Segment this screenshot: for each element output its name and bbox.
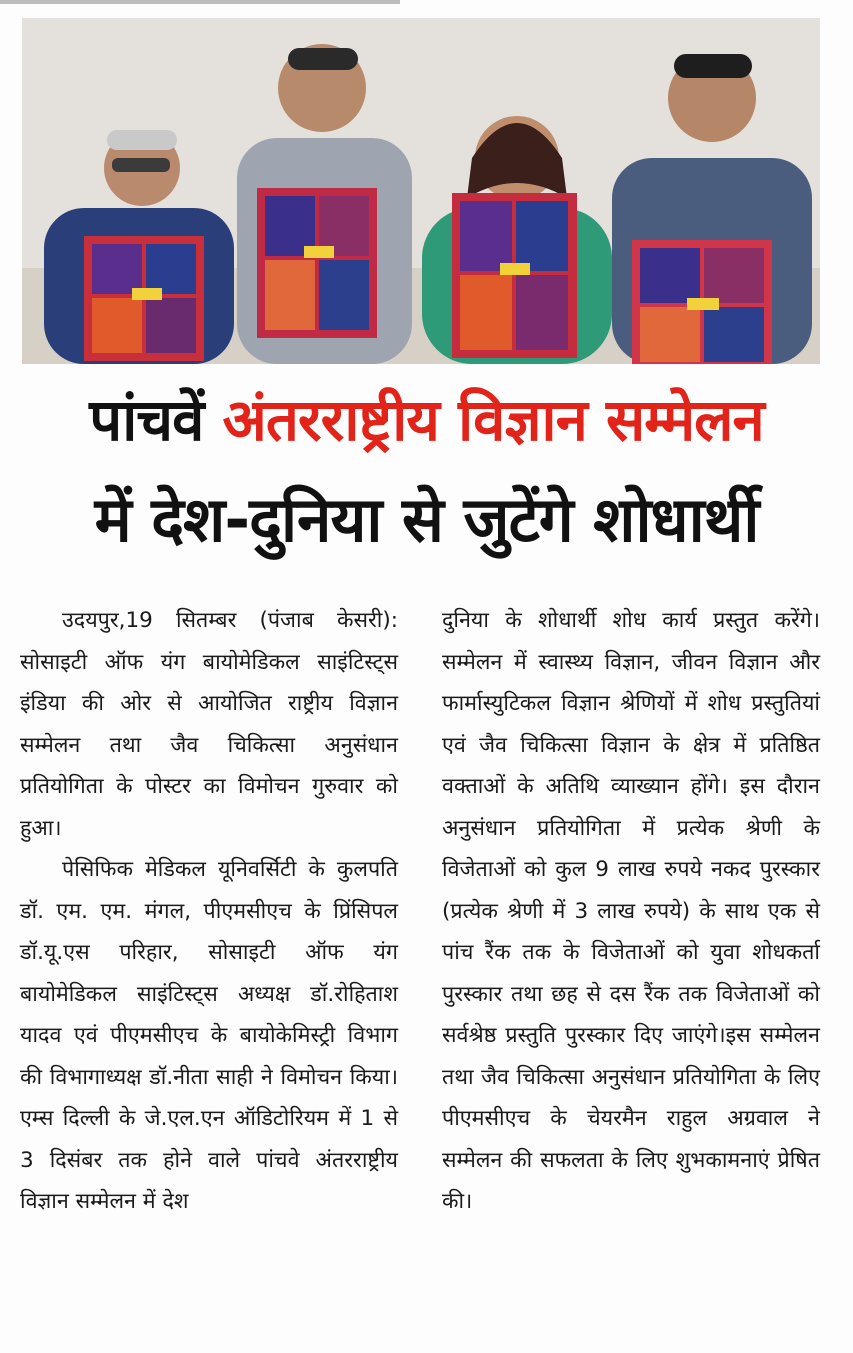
article-paragraph-text: उदयपुर,19 सितम्बर (पंजाब केसरी): सोसाइटी ऑफ यंग बायोमेडिकल साइंटिस्ट्स इंडिया की ओर से आयोजित राष्ट्रीय विज्ञान सम्मेलन तथा जैव चिकित्सा अनुसंधान प्रतियोगिता के पोस्टर का विमोचन गुरुवार को हुआ।: [20, 608, 398, 841]
article-paragraph-text: पेसिफिक मेडिकल यूनिवर्सिटी के कुलपति डॉ. एम. एम. मंगल, पीएमसीएच के प्रिंसिपल डॉ.यू.एस परिहार, सोसाइटी ऑफ यंग बायोमेडिकल साइंटिस्ट्स अध्यक्ष डॉ.रोहिताश यादव एवं पीएमसीएच के बायोकेमिस्ट्री विभाग की विभागाध्यक्ष डॉ.नीता साही ने विमोचन किया। एम्स दिल्ली के जे.एल.एन ऑडिटोरियम में 1 से 3 दिसंबर तक होने वाले पांचवे अंतरराष्ट्रीय विज्ञान सम्मेलन में देश: [20, 857, 398, 1214]
headline-highlight: अंतरराष्ट्रीय विज्ञान सम्मेलन: [222, 386, 764, 454]
headline-prefix: पांचवें: [89, 386, 204, 454]
article-paragraph-text: दुनिया के शोधार्थी शोध कार्य प्रस्तुत करेंगे। सम्मेलन में स्वास्थ्य विज्ञान, जीवन विज्ञान और फार्मास्युटिकल विज्ञान श्रेणियों में शोध प्रस्तुतियां एवं जैव चिकित्सा विज्ञान के क्षेत्र में प्रतिष्ठित वक्ताओं के अतिथि व्याख्यान होंगे। इस दौरान अनुसंधान प्रतियोगिता में प्रत्येक श्रेणी के विजेताओं को कुल 9 लाख रुपये नकद पुरस्कार (प्रत्येक श्रेणी में 3 लाख रुपये) के साथ एक से पांच रैंक तक के विजेताओं को युवा शोधकर्ता पुरस्कार तथा छह से दस रैंक तक विजेताओं को सर्वश्रेष्ठ प्रस्तुति पुरस्कार दिए जाएंगे।इस सम्मेलन तथा जैव चिकित्सा अनुसंधान प्रतियोगिता के लिए पीएमसीएच के चेयरमैन राहुल अग्रवाल ने सम्मेलन की सफलता के लिए शुभकामनाएं प्रेषित की।: [442, 608, 820, 1214]
poster-1: [84, 236, 204, 361]
article-paragraph: [20, 849, 398, 1223]
headline-line-2: में देश-दुनिया से जुटेंगे शोधार्थी: [94, 483, 759, 556]
headline-line-1: [0, 378, 853, 462]
article-right-column: [442, 600, 820, 1223]
poster-3: [452, 193, 577, 358]
poster-2: [257, 188, 377, 338]
poster-4: [632, 240, 772, 364]
article-left-column: [20, 600, 398, 1223]
news-photo-icon: [22, 18, 820, 364]
article-paragraph: [442, 600, 820, 1223]
article-paragraph: [20, 600, 398, 849]
page-top-rule: [0, 0, 400, 4]
